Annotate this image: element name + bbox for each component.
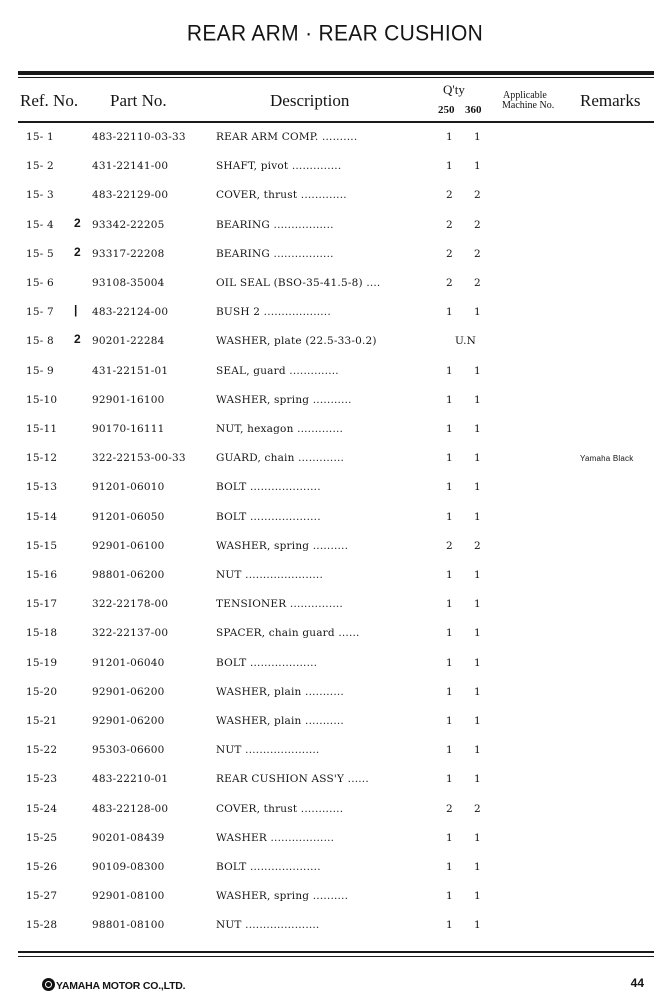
qty-250: 1	[446, 744, 453, 757]
qty-250: 2	[446, 277, 453, 289]
table-row	[0, 683, 670, 703]
qty-250: 1	[446, 160, 453, 173]
qty-360: 1	[474, 306, 481, 319]
table-row	[0, 741, 670, 761]
qty-250: 1	[446, 393, 453, 406]
qty-250: 2	[446, 247, 453, 260]
part-no: 98801-08100	[92, 919, 165, 932]
part-no: 483-22210-01	[92, 773, 169, 786]
description: WASHER, plate (22.5-33-0.2)	[216, 335, 377, 348]
table-row	[0, 566, 670, 586]
header-top-rule	[18, 71, 654, 75]
ref-no: 15- 4	[26, 218, 54, 231]
description: SPACER, chain guard ......	[216, 627, 360, 640]
qty-360: 1	[474, 831, 481, 844]
qty-360: 1	[474, 919, 481, 932]
ref-no: 15-15	[26, 539, 58, 552]
qty-250: 1	[446, 656, 453, 669]
table-row	[0, 770, 670, 790]
part-no: 322-22178-00	[92, 598, 169, 611]
qty-250: 1	[446, 715, 453, 727]
table-row	[0, 332, 670, 352]
description: WASHER ..................	[216, 831, 335, 844]
ref-no: 15-16	[26, 569, 58, 581]
part-no: 483-22128-00	[92, 802, 169, 815]
handwritten-mark: 2	[74, 215, 81, 230]
handwritten-mark: |	[74, 303, 78, 318]
ref-no: 15-26	[26, 861, 58, 873]
qty-250: 2	[446, 189, 453, 202]
table-row	[0, 157, 670, 177]
col-header-machine-no: Machine No.	[502, 100, 555, 111]
qty-250: 2	[446, 218, 453, 231]
description: BOLT ...................	[216, 656, 318, 669]
part-no: 92901-06200	[92, 715, 165, 727]
qty-250: 1	[446, 685, 453, 698]
ref-no: 15-17	[26, 598, 58, 611]
header-top-rule-thin	[18, 77, 654, 78]
qty-250: 1	[446, 773, 453, 786]
table-row	[0, 887, 670, 907]
ref-no: 15- 2	[26, 160, 54, 173]
qty-250: 1	[446, 890, 453, 903]
qty-250: 1	[446, 831, 453, 844]
handwritten-mark: 2	[74, 244, 81, 259]
ref-no: 15-18	[26, 627, 58, 640]
table-row	[0, 800, 670, 820]
qty-250: 2	[446, 802, 453, 815]
table-row	[0, 858, 670, 878]
description: BEARING .................	[216, 218, 334, 231]
qty-360: 2	[474, 277, 481, 289]
qty-360: 1	[474, 160, 481, 173]
part-no: 483-22129-00	[92, 189, 169, 202]
table-row	[0, 128, 670, 148]
ref-no: 15-12	[26, 452, 58, 465]
part-no: 92901-08100	[92, 890, 165, 903]
table-row	[0, 478, 670, 498]
ref-no: 15-25	[26, 831, 58, 844]
qty-360: 1	[474, 627, 481, 640]
part-no: 92901-06200	[92, 685, 165, 698]
ref-no: 15-28	[26, 919, 58, 932]
qty-360: 1	[474, 452, 481, 465]
qty-360: 1	[474, 569, 481, 581]
col-header-ref: Ref. No.	[20, 91, 79, 110]
qty-360: 2	[474, 189, 481, 202]
qty-250: 1	[446, 452, 453, 465]
part-no: 322-22137-00	[92, 627, 169, 640]
remarks: Yamaha Black	[580, 454, 634, 464]
qty-360: 1	[474, 364, 481, 377]
qty-250: 1	[446, 364, 453, 377]
description: WASHER, plain ...........	[216, 715, 344, 727]
description: REAR CUSHION ASS'Y ......	[216, 773, 369, 786]
description: SHAFT, pivot ..............	[216, 160, 342, 173]
qty-360: 2	[474, 218, 481, 231]
part-no: 90170-16111	[92, 423, 165, 435]
qty-360: 1	[474, 715, 481, 727]
table-row	[0, 712, 670, 732]
table-row	[0, 216, 670, 236]
qty-250: 1	[446, 919, 453, 932]
page-number: 44	[630, 976, 644, 990]
table-row	[0, 420, 670, 440]
description: BOLT ....................	[216, 861, 321, 873]
description: WASHER, plain ...........	[216, 685, 344, 698]
description: BOLT ....................	[216, 510, 321, 523]
table-row	[0, 537, 670, 557]
table-row	[0, 916, 670, 936]
qty-250: 2	[446, 539, 453, 552]
ref-no: 15-22	[26, 744, 58, 757]
col-header-applicable: Applicable	[503, 90, 547, 101]
description: WASHER, spring ..........	[216, 539, 349, 552]
ref-no: 15- 6	[26, 277, 54, 289]
part-no: 93108-35004	[92, 277, 165, 289]
part-no: 98801-06200	[92, 569, 165, 581]
qty-360: 1	[474, 773, 481, 786]
part-no: 92901-16100	[92, 393, 165, 406]
qty-250: 1	[446, 481, 453, 494]
tuning-fork-emblem-icon	[42, 978, 55, 991]
qty-250: 1	[446, 627, 453, 640]
ref-no: 15- 7	[26, 306, 54, 319]
part-no: 483-22110-03-33	[92, 131, 186, 143]
description: WASHER, spring ...........	[216, 393, 352, 406]
qty-250: 1	[446, 598, 453, 611]
ref-no: 15-20	[26, 685, 58, 698]
ref-no: 15-10	[26, 393, 58, 406]
company-logo	[42, 978, 185, 992]
table-row	[0, 391, 670, 411]
ref-no: 15- 5	[26, 247, 54, 260]
part-no: 95303-06600	[92, 744, 165, 757]
qty-250: 1	[446, 569, 453, 581]
ref-no: 15- 1	[26, 131, 54, 143]
ref-no: 15-27	[26, 890, 58, 903]
table-row	[0, 829, 670, 849]
description: REAR ARM COMP. ..........	[216, 131, 358, 143]
table-row	[0, 362, 670, 382]
ref-no: 15- 8	[26, 335, 54, 348]
ref-no: 15- 3	[26, 189, 54, 202]
col-header-qty-250: 250	[438, 104, 455, 116]
qty-360: 1	[474, 861, 481, 873]
qty-360: 1	[474, 510, 481, 523]
description: GUARD, chain .............	[216, 452, 345, 465]
part-no: 91201-06010	[92, 481, 165, 494]
description: NUT .....................	[216, 744, 320, 757]
ref-no: 15- 9	[26, 364, 54, 377]
table-row	[0, 595, 670, 615]
part-no: 92901-06100	[92, 539, 165, 552]
ref-no: 15-24	[26, 802, 58, 815]
description: TENSIONER ...............	[216, 598, 343, 611]
qty-360: 2	[474, 247, 481, 260]
qty-un: U.N	[455, 335, 477, 348]
qty-360: 1	[474, 423, 481, 435]
part-no: 431-22151-01	[92, 364, 169, 377]
header-bottom-rule	[18, 121, 654, 123]
description: BOLT ....................	[216, 481, 321, 494]
description: COVER, thrust .............	[216, 189, 347, 202]
qty-360: 1	[474, 481, 481, 494]
col-header-qty: Q'ty	[443, 82, 465, 97]
handwritten-mark: 2	[74, 332, 81, 347]
description: WASHER, spring ..........	[216, 890, 349, 903]
qty-250: 1	[446, 510, 453, 523]
part-no: 93342-22205	[92, 218, 165, 231]
part-no: 431-22141-00	[92, 160, 169, 173]
ref-no: 15-13	[26, 481, 58, 494]
part-no: 483-22124-00	[92, 306, 169, 319]
table-bottom-rule-2	[18, 956, 654, 957]
qty-360: 1	[474, 744, 481, 757]
table-bottom-rule	[18, 951, 654, 953]
page-title: REAR ARM · REAR CUSHION	[186, 21, 484, 46]
table-row	[0, 624, 670, 644]
company-name: YAMAHA MOTOR CO.,LTD.	[56, 980, 186, 992]
description: NUT ......................	[216, 569, 324, 581]
qty-360: 1	[474, 598, 481, 611]
description: OIL SEAL (BSO-35-41.5-8) ....	[216, 277, 381, 289]
col-header-description: Description	[270, 91, 350, 110]
table-row	[0, 654, 670, 674]
ref-no: 15-21	[26, 715, 58, 727]
qty-250: 1	[446, 861, 453, 873]
qty-250: 1	[446, 423, 453, 435]
part-no: 90201-08439	[92, 831, 165, 844]
col-header-part: Part No.	[110, 91, 167, 110]
table-row	[0, 186, 670, 206]
description: BEARING .................	[216, 247, 334, 260]
table-row	[0, 508, 670, 528]
qty-360: 1	[474, 131, 481, 143]
qty-250: 1	[446, 131, 453, 143]
col-header-qty-360: 360	[465, 104, 482, 116]
qty-360: 2	[474, 802, 481, 815]
part-no: 322-22153-00-33	[92, 452, 186, 465]
part-no: 90201-22284	[92, 335, 165, 348]
part-no: 93317-22208	[92, 247, 165, 260]
ref-no: 15-19	[26, 656, 58, 669]
qty-250: 1	[446, 306, 453, 319]
description: COVER, thrust ............	[216, 802, 344, 815]
part-no: 91201-06040	[92, 656, 165, 669]
description: SEAL, guard ..............	[216, 364, 339, 377]
qty-360: 2	[474, 539, 481, 552]
description: NUT, hexagon .............	[216, 423, 344, 435]
qty-360: 1	[474, 890, 481, 903]
col-header-remarks: Remarks	[580, 91, 641, 110]
qty-360: 1	[474, 656, 481, 669]
qty-360: 1	[474, 685, 481, 698]
part-no: 91201-06050	[92, 510, 165, 523]
ref-no: 15-14	[26, 510, 58, 523]
ref-no: 15-11	[26, 423, 58, 435]
table-row	[0, 303, 670, 323]
description: BUSH 2 ...................	[216, 306, 331, 319]
description: NUT .....................	[216, 919, 320, 932]
part-no: 90109-08300	[92, 861, 165, 873]
ref-no: 15-23	[26, 773, 58, 786]
table-row	[0, 449, 670, 469]
table-row	[0, 274, 670, 294]
table-row	[0, 245, 670, 265]
qty-360: 1	[474, 393, 481, 406]
